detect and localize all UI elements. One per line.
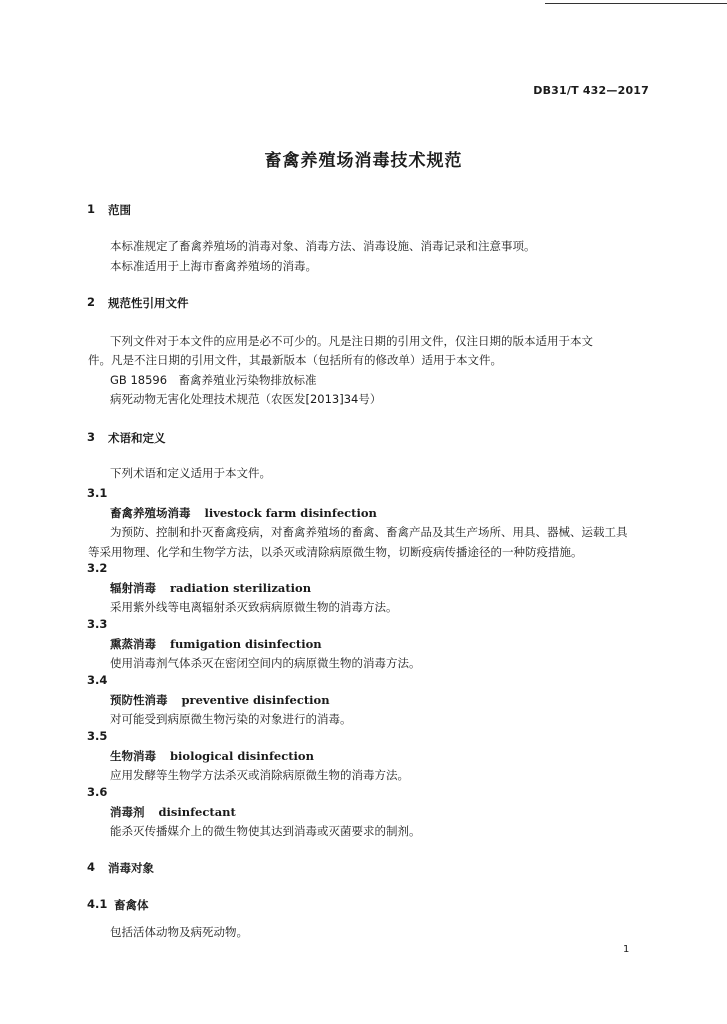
section-1-paragraph-2: 本标准适用于上海市畜禽养殖场的消毒。 (110, 259, 317, 273)
term-number: 3.4 (87, 673, 108, 687)
section-1-paragraph-1: 本标准规定了畜禽养殖场的消毒对象、消毒方法、消毒设施、消毒记录和注意事项。 (110, 239, 536, 253)
section-3-number: 3 (87, 430, 96, 444)
term-english: preventive disinfection (181, 693, 330, 707)
term-chinese: 熏蒸消毒 (110, 637, 156, 651)
term-definition-line-1: 为预防、控制和扑灭畜禽疫病，对畜禽养殖场的畜禽、畜禽产品及其生产场所、用具、器械、运载工具 (110, 525, 628, 539)
section-2-number: 2 (87, 295, 96, 309)
term-number: 3.5 (87, 729, 108, 743)
term-heading (110, 748, 314, 764)
term-english: fumigation disinfection (170, 637, 322, 651)
term-heading (110, 580, 311, 596)
term-number: 3.1 (87, 486, 108, 500)
term-number: 3.3 (87, 617, 108, 631)
section-2-paragraph-line-2: 件。凡是不注日期的引用文件，其最新版本（包括所有的修改单）适用于本文件。 (88, 353, 502, 367)
term-number: 3.6 (87, 785, 108, 799)
subsection-4-1-title: 畜禽体 (114, 898, 149, 912)
term-english: livestock farm disinfection (204, 506, 377, 520)
term-heading (110, 804, 236, 820)
section-3-intro: 下列术语和定义适用于本文件。 (110, 466, 271, 480)
term-definition: 能杀灭传播媒介上的微生物使其达到消毒或灭菌要求的制剂。 (110, 824, 421, 838)
top-rule (545, 3, 727, 4)
section-1-title: 范围 (108, 203, 131, 217)
section-4-title: 消毒对象 (108, 861, 154, 875)
section-2-paragraph-line-1: 下列文件对于本文件的应用是必不可少的。凡是注日期的引用文件，仅注日期的版本适用于本文 (110, 334, 593, 348)
term-chinese: 畜禽养殖场消毒 (110, 506, 191, 520)
term-definition: 应用发酵等生物学方法杀灭或消除病原微生物的消毒方法。 (110, 768, 409, 782)
term-number: 3.2 (87, 561, 108, 575)
term-chinese: 预防性消毒 (110, 693, 168, 707)
reference-2: 病死动物无害化处理技术规范（农医发[2013]34号） (110, 392, 382, 406)
document-title: 畜禽养殖场消毒技术规范 (264, 151, 463, 171)
term-heading (110, 505, 377, 521)
term-definition: 使用消毒剂气体杀灭在密闭空间内的病原微生物的消毒方法。 (110, 656, 421, 670)
term-definition-line-2: 等采用物理、化学和生物学方法，以杀灭或清除病原微生物，切断疫病传播途径的一种防疫措施。 (88, 545, 583, 559)
subsection-4-1-number: 4.1 (87, 897, 108, 911)
term-definition: 对可能受到病原微生物污染的对象进行的消毒。 (110, 712, 352, 726)
term-chinese: 辐射消毒 (110, 581, 156, 595)
section-1-number: 1 (87, 202, 96, 216)
term-chinese: 生物消毒 (110, 749, 156, 763)
subsection-4-1-paragraph: 包括活体动物及病死动物。 (110, 925, 248, 939)
term-english: radiation sterilization (170, 581, 312, 595)
section-3-title: 术语和定义 (108, 431, 166, 445)
reference-1: GB 18596 畜禽养殖业污染物排放标准 (110, 373, 317, 387)
term-definition: 采用紫外线等电离辐射杀灭致病病原微生物的消毒方法。 (110, 600, 398, 614)
term-heading (110, 636, 322, 652)
page-number: 1 (623, 944, 630, 955)
term-chinese: 消毒剂 (110, 805, 145, 819)
term-heading (110, 692, 330, 708)
section-4-number: 4 (87, 860, 96, 874)
standard-number: DB31/T 432—2017 (533, 84, 649, 97)
term-english: disinfectant (158, 805, 236, 819)
term-english: biological disinfection (170, 749, 314, 763)
section-2-title: 规范性引用文件 (108, 296, 189, 310)
